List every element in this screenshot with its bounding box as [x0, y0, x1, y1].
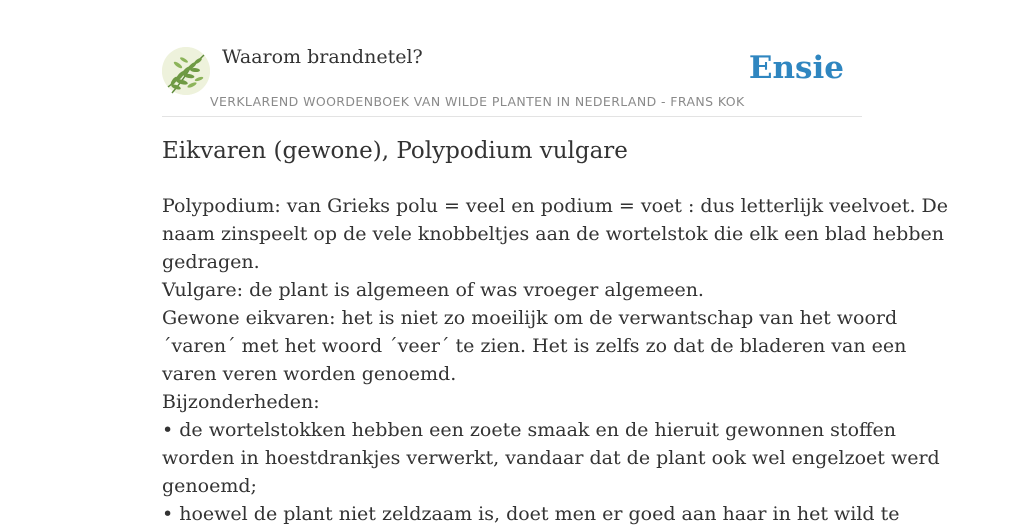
entry-line: Vulgare: de plant is algemeen of was vroeger algemeen. [162, 279, 704, 301]
entry-title: Eikvaren (gewone), Polypodium vulgare [162, 138, 628, 164]
entry-line: • hoewel de plant niet zeldzaam is, doet men er goed aan haar in het wild te [162, 503, 900, 525]
entry-line: Gewone eikvaren: het is niet zo moeilijk om de verwantschap van het woord [162, 307, 898, 329]
entry-line: varen veren worden genoemd. [162, 363, 457, 385]
entry-line: Polypodium: van Grieks polu = veel en podium = voet : dus letterlijk veelvoet. De [162, 195, 949, 217]
entry-line: gedragen. [162, 251, 260, 273]
fern-leaf-icon[interactable] [162, 47, 210, 95]
entry-line: naam zinspeelt op de vele knobbeltjes aan de wortelstok die elk een blad hebben [162, 223, 944, 245]
entry-line: worden in hoestdrankjes verwerkt, vandaar dat de plant ook wel engelzoet werd [162, 447, 940, 469]
entry-line: ´varen´ met het woord ´veer´ te zien. Het is zelfs zo dat de bladeren van een [162, 335, 907, 357]
entry-line: Bijzonderheden: [162, 391, 320, 413]
entry-line: genoemd; [162, 475, 257, 497]
site-header [162, 44, 862, 117]
site-subtitle: VERKLAREND WOORDENBOEK VAN WILDE PLANTEN IN NEDERLAND - FRANS KOK [210, 94, 745, 109]
entry-body [162, 192, 949, 528]
entry-line: • de wortelstokken hebben een zoete smaak en de hieruit gewonnen stoffen [162, 419, 896, 441]
site-title[interactable]: Waarom brandnetel? [222, 46, 423, 68]
brand-logo[interactable]: Ensie [748, 50, 844, 86]
